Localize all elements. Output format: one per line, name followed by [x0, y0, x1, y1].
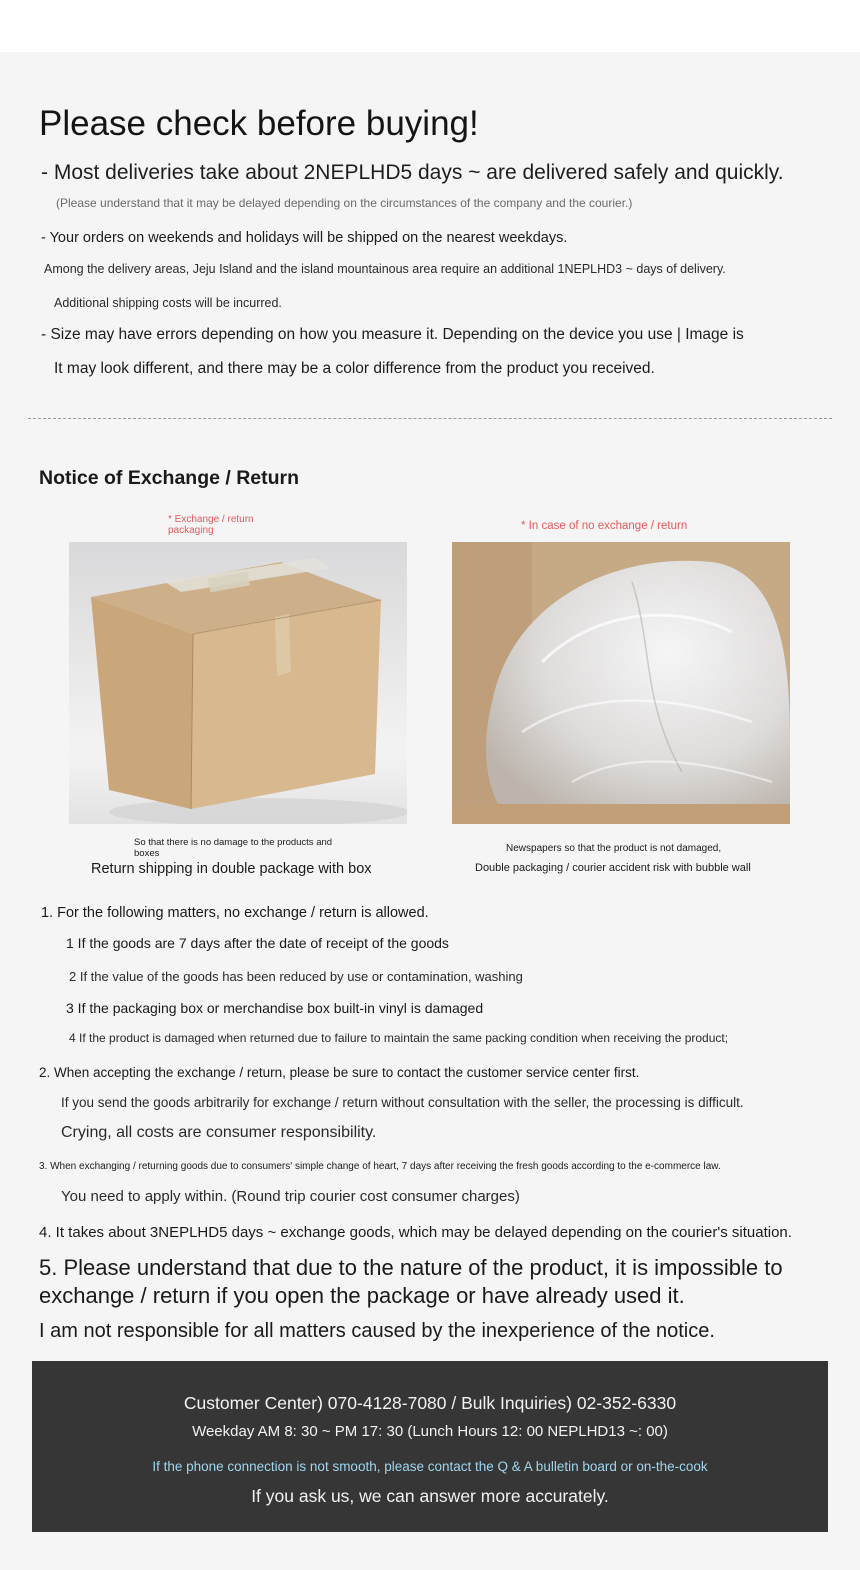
rule-2-cost: Crying, all costs are consumer responsibility.	[61, 1124, 377, 1141]
no-exchange-label: * In case of no exchange / return	[521, 520, 688, 532]
weekend-line: - Your orders on weekends and holidays will be shipped on the nearest weekdays.	[41, 230, 568, 246]
accuracy-note: If you ask us, we can answer more accurately.	[251, 1486, 609, 1506]
bubble-wrap-image	[452, 542, 790, 824]
cardboard-box-image	[69, 542, 407, 824]
disclaimer: I am not responsible for all matters caused by the inexperience of the notice.	[39, 1320, 715, 1342]
rule-1-item-1: 1 If the goods are 7 days after the date of receipt of the goods	[66, 935, 449, 951]
size-line: - Size may have errors depending on how you measure it. Depending on the device you use | Image is	[41, 326, 744, 343]
rule-4: 4. It takes about 3NEPLHD5 days ~ exchange goods, which may be delayed depending on the courier's situation.	[39, 1224, 792, 1241]
right-caption-small: Newspapers so that the product is not damaged,	[506, 843, 722, 854]
qa-board-note: If the phone connection is not smooth, please contact the Q & A bulletin board or on-the-cook	[152, 1459, 708, 1474]
dashed-divider	[28, 418, 832, 419]
delivery-line: - Most deliveries take about 2NEPLHD5 days ~ are delivered safely and quickly.	[41, 161, 784, 184]
rule-5: 5. Please understand that due to the nature of the product, it is impossible to exchange / return if you open the package or have already used it.	[39, 1255, 783, 1308]
rule-2-detail: If you send the goods arbitrarily for exchange / return without consultation with the seller, the processing is difficult.	[61, 1095, 744, 1110]
island-line: Among the delivery areas, Jeju Island and the island mountainous area require an additional 1NEPLHD3 ~ days of delivery.	[44, 262, 726, 276]
rule-2: 2. When accepting the exchange / return, please be sure to contact the customer service center first.	[39, 1065, 640, 1080]
rule-1-item-3: 3 If the packaging box or merchandise box built-in vinyl is damaged	[66, 1000, 484, 1016]
business-hours: Weekday AM 8: 30 ~ PM 17: 30 (Lunch Hours 12: 00 NEPLHD13 ~: 00)	[192, 1423, 668, 1440]
right-caption: Double packaging / courier accident risk with bubble wall	[475, 862, 751, 874]
page-title: Please check before buying!	[39, 104, 479, 143]
rule-3-detail: You need to apply within. (Round trip courier cost consumer charges)	[61, 1188, 520, 1205]
left-caption: Return shipping in double package with box	[91, 861, 372, 877]
contact-numbers: Customer Center) 070-4128-7080 / Bulk Inquiries) 02-352-6330	[183, 1393, 677, 1413]
color-line: It may look different, and there may be a color difference from the product you received.	[54, 360, 655, 377]
left-caption-small: So that there is no damage to the products and boxes	[134, 837, 333, 859]
rule-1-item-4: 4 If the product is damaged when returned due to failure to maintain the same packing condition when receiving the product;	[69, 1031, 729, 1045]
rule-1-item-2: 2 If the value of the goods has been reduced by use or contamination, washing	[69, 969, 523, 984]
shipping-cost-line: Additional shipping costs will be incurred.	[54, 296, 282, 310]
rule-3: 3. When exchanging / returning goods due to consumers' simple change of heart, 7 days after receiving the fresh goods according to the e-commerce law.	[39, 1161, 721, 1172]
exchange-section-title: Notice of Exchange / Return	[39, 467, 300, 489]
rule-1: 1. For the following matters, no exchange / return is allowed.	[41, 905, 429, 921]
delivery-note: (Please understand that it may be delayed depending on the circumstances of the company and the courier.)	[56, 196, 633, 210]
exchange-packaging-label: * Exchange / return packaging	[168, 514, 254, 536]
contact-footer	[32, 1361, 828, 1532]
